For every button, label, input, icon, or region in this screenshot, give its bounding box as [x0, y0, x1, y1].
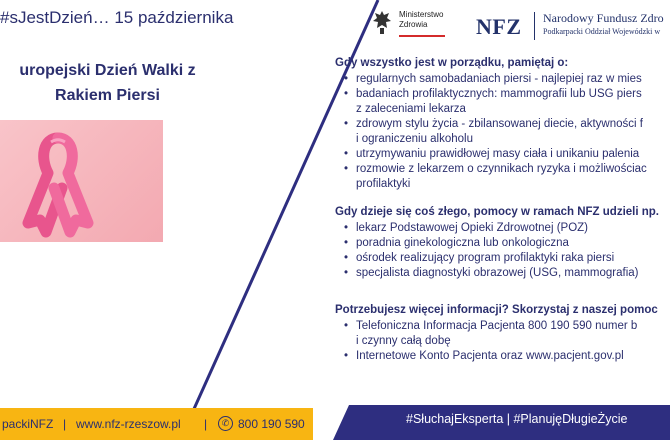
header-hashtag-date: #sJestDzień… 15 października	[0, 8, 234, 27]
nfz-logo-mark: NFZ	[476, 14, 522, 39]
list-item: • utrzymywaniu prawidłowej masy ciała i unikaniu palenia	[344, 147, 670, 162]
list-item-continuation: z zaleceniami lekarza	[356, 103, 466, 115]
website-link[interactable]: www.nfz-rzeszow.pl	[76, 417, 181, 431]
nfz-branch-name: Podkarpacki Oddział Wojewódzki w	[543, 27, 661, 36]
list-item: • Internetowe Konto Pacjenta oraz www.pacjent.gov.pl	[344, 349, 670, 364]
info-content	[335, 56, 670, 364]
ministry-name	[399, 10, 443, 30]
section-1-list	[335, 72, 670, 192]
list-item-continuation: i czynny całą dobę	[356, 335, 451, 347]
ministry-line-2: Zdrowia	[399, 20, 428, 29]
nfz-full-name: Narodowy Fundusz Zdro	[543, 11, 664, 25]
list-item: • badaniach profilaktycznych: mammografii lub USG piers	[344, 87, 670, 102]
list-item-continuation: profilaktyki	[356, 178, 411, 190]
social-handle[interactable]: packiNFZ	[2, 417, 54, 431]
list-item: • Telefoniczna Informacja Pacjenta 800 190 590 numer b	[344, 319, 670, 334]
list-item: • ośrodek realizujący program profilaktyki raka piersi	[344, 251, 670, 266]
eagle-emblem-icon	[372, 8, 392, 36]
footer-contact-bar	[0, 408, 313, 440]
section-3-title: Potrzebujesz więcej informacji? Skorzystaj z naszej pomoc	[335, 304, 658, 316]
footer-hashtags: #SłuchajEksperta | #PlanujęDługieŻycie	[406, 412, 628, 426]
ministry-red-underline	[399, 35, 445, 37]
ribbon-photo	[0, 120, 163, 242]
nfz-separator	[534, 12, 535, 40]
list-item: • zdrowym stylu życia - zbilansowanej diecie, aktywności f	[344, 117, 670, 132]
page-title	[0, 58, 215, 108]
section-3-list	[335, 319, 670, 364]
title-line-2: Rakiem Piersi	[55, 87, 160, 104]
title-line-1: uropejski Dzień Walki z	[19, 62, 196, 79]
section-2-list	[335, 221, 670, 281]
phone-icon: ✆	[218, 416, 233, 431]
section-1-title: Gdy wszystko jest w porządku, pamiętaj o:	[335, 57, 569, 69]
section-2-title: Gdy dzieje się coś złego, pomocy w ramach NFZ udzieli np.	[335, 206, 659, 218]
list-item: • poradnia ginekologiczna lub onkologiczna	[344, 236, 670, 251]
list-item: • specjalista diagnostyki obrazowej (USG, mammografia)	[344, 266, 670, 281]
list-item: • regularnych samobadaniach piersi - najlepiej raz w mies	[344, 72, 670, 87]
footer-separator: |	[204, 417, 208, 431]
list-item: • lekarz Podstawowej Opieki Zdrowotnej (POZ)	[344, 221, 670, 236]
list-item: • rozmowie z lekarzem o czynnikach ryzyka i możliwościac	[344, 162, 670, 177]
pink-ribbon-icon	[18, 128, 98, 238]
phone-number[interactable]: 800 190 590	[238, 417, 305, 431]
footer-separator: |	[63, 417, 67, 431]
list-item-continuation: i ograniczeniu alkoholu	[356, 133, 473, 145]
ministry-line-1: Ministerstwo	[399, 10, 444, 19]
